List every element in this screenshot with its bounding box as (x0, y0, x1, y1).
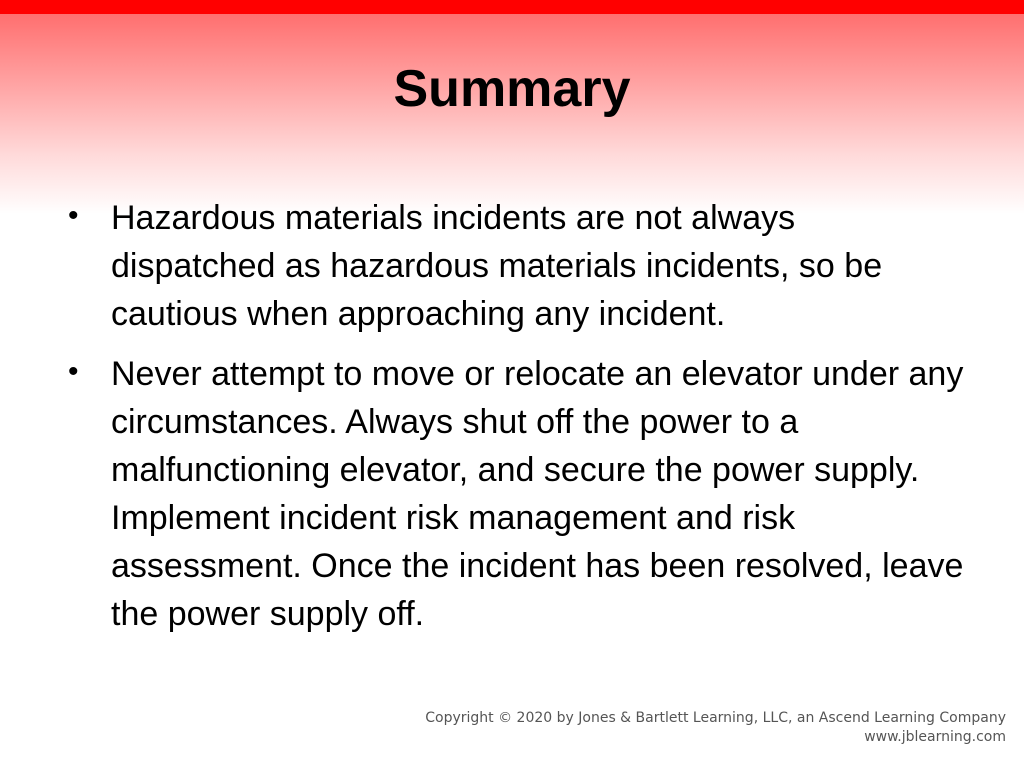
slide-title: Summary (393, 60, 631, 118)
website-text: www.jblearning.com (864, 729, 1006, 745)
bullet-text: Never attempt to move or relocate an elevator under any circumstances. Always shut off the power to a malfunctioning elevator, and secure the power supply. Implement incident risk management and risk assessment. Once the incident has been resolved, leave the power supply off. (111, 355, 964, 633)
copyright-text: Copyright © 2020 by Jones & Bartlett Learning, LLC, an Ascend Learning Company (425, 710, 1006, 726)
bullet-item-2 (66, 350, 966, 638)
top-accent-bar (0, 0, 1024, 14)
bullet-list (66, 194, 966, 638)
footer (425, 709, 1006, 747)
bullet-item-1 (66, 194, 966, 338)
bullet-icon: • (68, 355, 79, 388)
bullet-text: Hazardous materials incidents are not always dispatched as hazardous materials incidents, so be cautious when approaching any incident. (111, 199, 883, 333)
bullet-icon: • (68, 199, 79, 232)
